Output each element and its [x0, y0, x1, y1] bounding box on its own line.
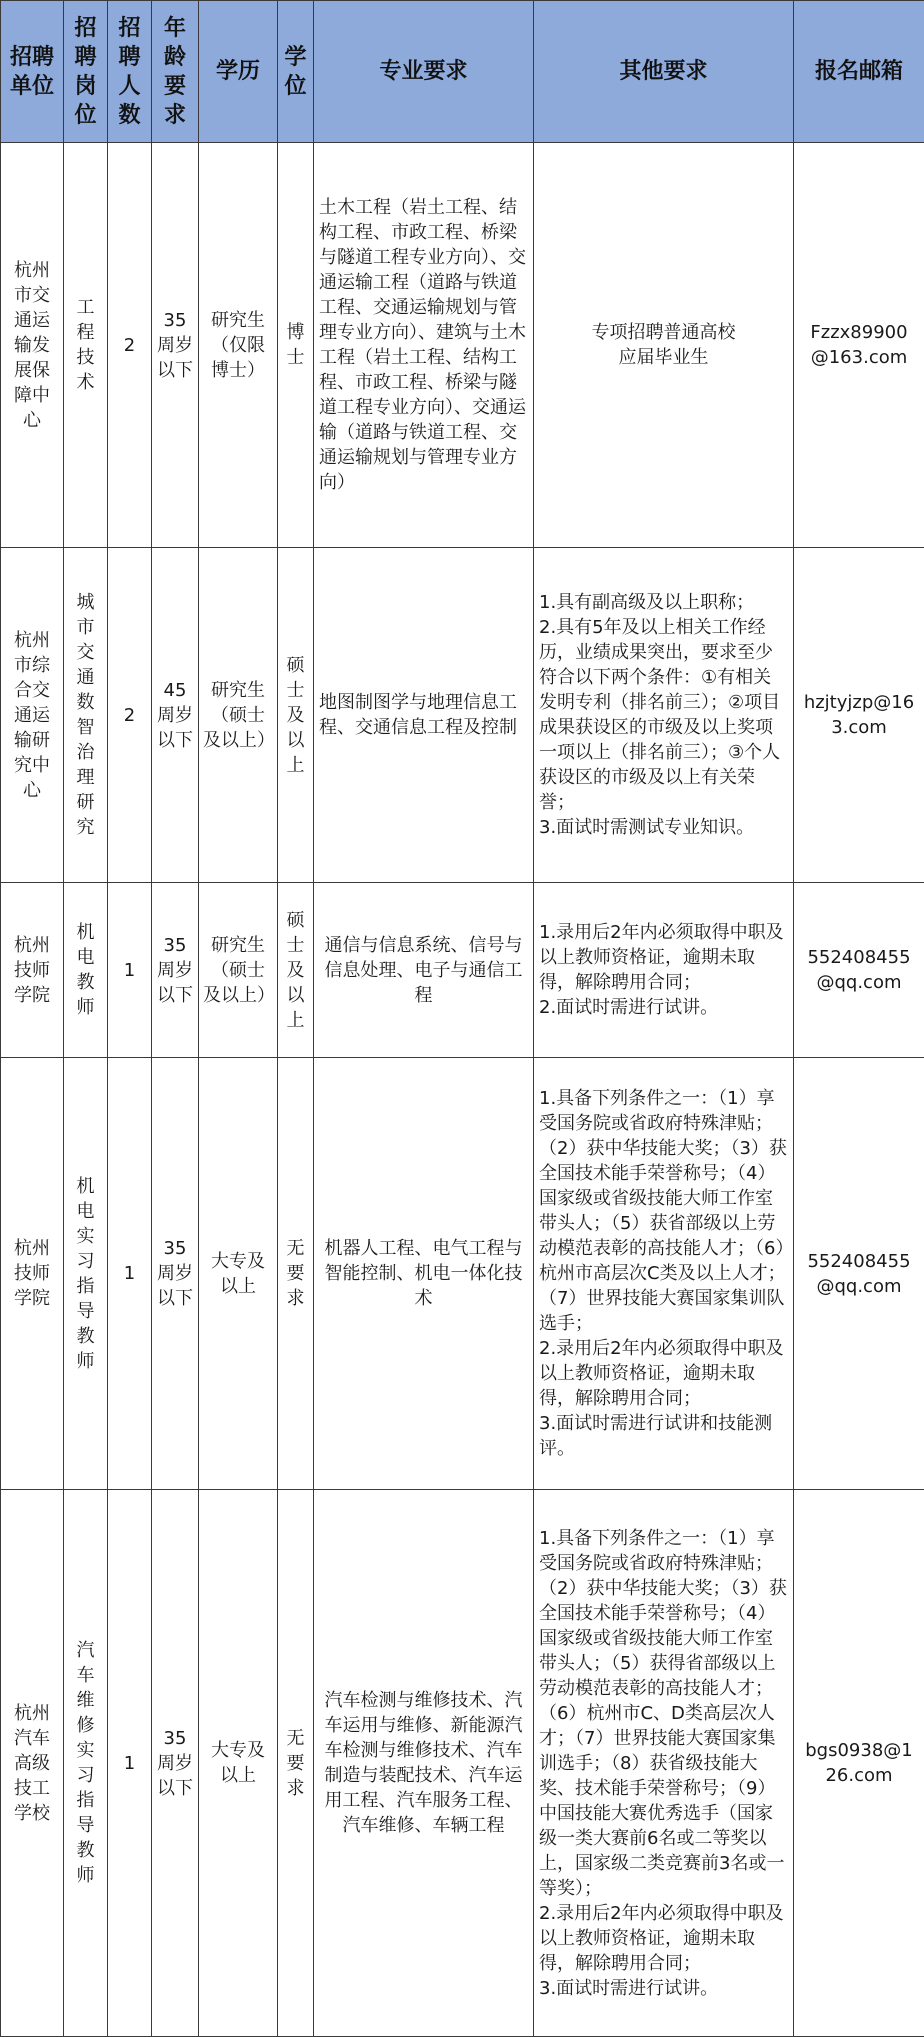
major-cell: 土木工程（岩土工程、结构工程、市政工程、桥梁与隧道工程专业方向）、交通运输工程（道路与铁道工程、交通运输规划与管理专业方向）、建筑与土木工程（岩土工程、结构工程、市政工程、桥梁与隧道工程专业方向）、交通运输（道路与铁道工程、交通运输规划与管理专业方向）: [314, 143, 534, 548]
age-cell: 45周岁以下: [152, 548, 199, 883]
count-cell: 2: [108, 143, 152, 548]
count-cell: 1: [108, 1058, 152, 1490]
unit-cell: 杭州汽车高级技工学校: [1, 1490, 64, 2037]
header-age: 年龄要求: [152, 1, 199, 143]
email-cell[interactable]: Fzzx89900@163.com: [794, 143, 924, 548]
position-cell: 城市交通数智治理研究: [64, 548, 108, 883]
other-text: 专项招聘普通高校应届毕业生: [591, 322, 736, 368]
header-degree: 学位: [278, 1, 314, 143]
header-row: [1, 1, 924, 143]
position-cell: 工程技术: [64, 143, 108, 548]
table-row: [1, 883, 924, 1058]
unit-cell: 杭州市综合交通运输研究中心: [1, 548, 64, 883]
degree-cell: 无要求: [278, 1058, 314, 1490]
major-cell: 机器人工程、电气工程与智能控制、机电一体化技术: [314, 1058, 534, 1490]
unit-cell: 杭州市交通运输发展保障中心: [1, 143, 64, 548]
table-row: [1, 548, 924, 883]
degree-cell: 硕士及以上: [278, 883, 314, 1058]
other-cell: 1.具有副高级及以上职称； 2.具有5年及以上相关工作经历，业绩成果突出，要求至少符合以下两个条件：①有相关发明专利（排名前三）；②项目成果获设区的市级及以上奖项一项以上（排名前三）；③个人获设区的市级及以上有关荣誉； 3.面试时需测试专业知识。: [534, 548, 794, 883]
degree-cell: 博士: [278, 143, 314, 548]
education-cell: 大专及以上: [199, 1058, 278, 1490]
email-cell[interactable]: bgs0938@126.com: [794, 1490, 924, 2037]
header-email: 报名邮箱: [794, 1, 924, 143]
other-cell: 1.录用后2年内必须取得中职及以上教师资格证，逾期未取得，解除聘用合同； 2.面试时需进行试讲。: [534, 883, 794, 1058]
other-cell: 1.具备下列条件之一：（1）享受国务院或省政府特殊津贴；（2）获中华技能大奖；（3）获全国技术能手荣誉称号；（4）国家级或省级技能大师工作室带头人；（5）获省部级以上劳动模范表彰的高技能人才；（6）杭州市高层次C类及以上人才；（7）世界技能大赛国家集训队选手； 2.录用后2年内必须取得中职及以上教师资格证，逾期未取得，解除聘用合同； 3.面试时需进行试讲和技能测评。: [534, 1058, 794, 1490]
header-education: 学历: [199, 1, 278, 143]
header-other: 其他要求: [534, 1, 794, 143]
education-cell: 大专及以上: [199, 1490, 278, 2037]
unit-cell: 杭州技师学院: [1, 1058, 64, 1490]
education-cell: 研究生（硕士及以上）: [199, 883, 278, 1058]
other-cell: 1.具备下列条件之一：（1）享受国务院或省政府特殊津贴；（2）获中华技能大奖；（3）获全国技术能手荣誉称号；（4）国家级或省级技能大师工作室带头人；（5）获得省部级以上劳动模范表彰的高技能人才；（6）杭州市C、D类高层次人才；（7）世界技能大赛国家集训选手；（8）获省级技能大奖、技术能手荣誉称号；（9）中国技能大赛优秀选手（国家级一类大赛前6名或二等奖以上，国家级二类竞赛前3名或一等奖）； 2.录用后2年内必须取得中职及以上教师资格证，逾期未取得，解除聘用合同； 3.面试时需进行试讲。: [534, 1490, 794, 2037]
count-cell: 1: [108, 883, 152, 1058]
count-cell: 1: [108, 1490, 152, 2037]
education-cell: 研究生（仅限博士）: [199, 143, 278, 548]
email-cell[interactable]: 552408455@qq.com: [794, 1058, 924, 1490]
education-cell: 研究生（硕士及以上）: [199, 548, 278, 883]
header-count: 招聘人数: [108, 1, 152, 143]
position-cell: 机电教师: [64, 883, 108, 1058]
email-cell[interactable]: hzjtyjzp@163.com: [794, 548, 924, 883]
position-cell: 汽车维修实习指导教师: [64, 1490, 108, 2037]
degree-cell: 无要求: [278, 1490, 314, 2037]
header-major: 专业要求: [314, 1, 534, 143]
age-cell: 35周岁以下: [152, 143, 199, 548]
age-cell: 35周岁以下: [152, 1058, 199, 1490]
unit-cell: 杭州技师学院: [1, 883, 64, 1058]
age-cell: 35周岁以下: [152, 883, 199, 1058]
count-cell: 2: [108, 548, 152, 883]
major-cell: 地图制图学与地理信息工程、交通信息工程及控制: [314, 548, 534, 883]
header-unit: 招聘单位: [1, 1, 64, 143]
header-position: 招聘岗位: [64, 1, 108, 143]
table-row: [1, 1490, 924, 2037]
email-cell[interactable]: 552408455@qq.com: [794, 883, 924, 1058]
degree-cell: 硕士及以上: [278, 548, 314, 883]
age-cell: 35周岁以下: [152, 1490, 199, 2037]
major-cell: 通信与信息系统、信号与信息处理、电子与通信工程: [314, 883, 534, 1058]
table-row: [1, 1058, 924, 1490]
other-cell: [534, 143, 794, 548]
position-cell: 机电实习指导教师: [64, 1058, 108, 1490]
major-cell: 汽车检测与维修技术、汽车运用与维修、新能源汽车检测与维修技术、汽车制造与装配技术、汽车运用工程、汽车服务工程、汽车维修、车辆工程: [314, 1490, 534, 2037]
table-row: [1, 143, 924, 548]
